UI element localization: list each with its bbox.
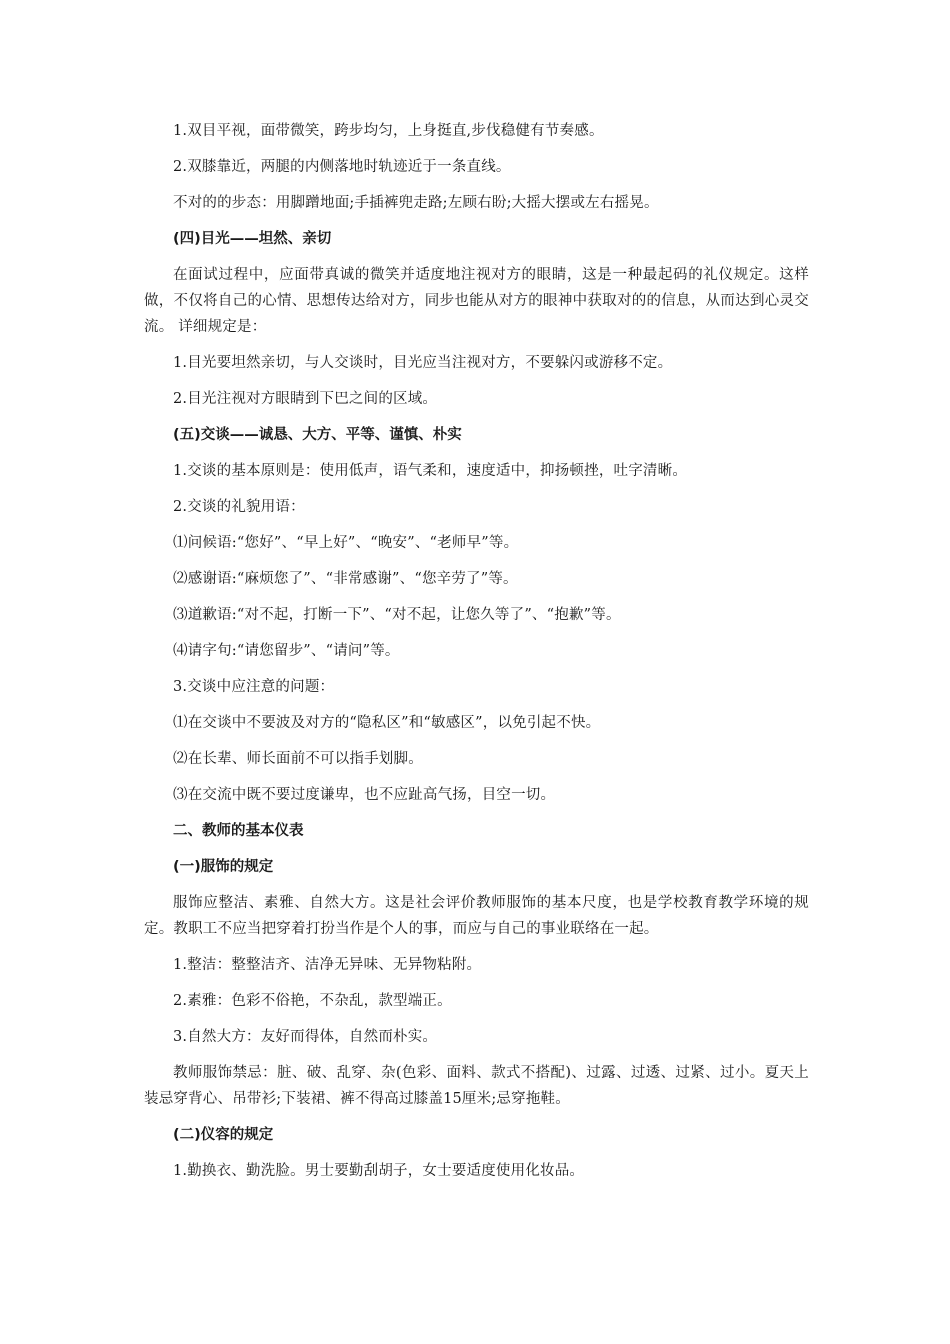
- document-body: [144, 118, 809, 1194]
- paragraph: 2.素雅：色彩不俗艳，不杂乱，款型端正。: [173, 993, 452, 1009]
- paragraph: 2.目光注视对方眼睛到下巴之间的区域。: [173, 391, 438, 407]
- paragraph: 1.双目平视，面带微笑，跨步均匀，上身挺直,步伐稳健有节奏感。: [173, 123, 604, 139]
- chapter-heading: 二、教师的基本仪表: [173, 823, 304, 839]
- list-item: ⑵感谢语:“麻烦您了”、“非常感谢”、“您辛劳了”等。: [173, 571, 518, 587]
- section-heading: (五)交谈——诚恳、大方、平等、谨慎、朴实: [173, 427, 462, 443]
- paragraph: 在面试过程中，应面带真诚的微笑并适度地注视对方的眼睛，这是一种最起码的礼仪规定。这样做，不仅将自己的心情、思想传达给对方，同步也能从对方的眼神中获取对的的信息，从而达到心灵交流。 详细规定是：: [144, 267, 809, 335]
- section-heading: (四)目光——坦然、亲切: [173, 231, 332, 247]
- list-item: ⑶在交流中既不要过度谦卑，也不应趾高气扬，目空一切。: [173, 787, 556, 803]
- paragraph: 3.自然大方：友好而得体，自然而朴实。: [173, 1029, 438, 1045]
- paragraph: 2.双膝靠近，两腿的内侧落地时轨迹近于一条直线。: [173, 159, 511, 175]
- paragraph: 3.交谈中应注意的问题：: [173, 679, 335, 695]
- list-item: ⑵在长辈、师长面前不可以指手划脚。: [173, 751, 423, 767]
- paragraph: 1.整洁：整整洁齐、洁净无异味、无异物粘附。: [173, 957, 482, 973]
- list-item: ⑴在交谈中不要波及对方的“隐私区”和“敏感区”，以免引起不快。: [173, 715, 601, 731]
- section-heading: (二)仪容的规定: [173, 1127, 274, 1143]
- list-item: ⑶道歉语:“对不起，打断一下”、“对不起，让您久等了”、“抱歉”等。: [173, 607, 621, 623]
- paragraph: 教师服饰禁忌：脏、破、乱穿、杂(色彩、面料、款式不搭配)、过露、过透、过紧、过小。夏天上装忌穿背心、吊带衫;下装裙、裤不得高过膝盖15厘米;忌穿拖鞋。: [144, 1065, 809, 1107]
- list-item: ⑴问候语:“您好”、“早上好”、“晚安”、“老师早”等。: [173, 535, 519, 551]
- list-item: ⑷请字句:“请您留步”、“请问”等。: [173, 643, 400, 659]
- paragraph: 1.交谈的基本原则是：使用低声，语气柔和，速度适中，抑扬顿挫，吐字清晰。: [173, 463, 688, 479]
- paragraph: 服饰应整洁、素雅、自然大方。这是社会评价教师服饰的基本尺度，也是学校教育教学环境的规定。教职工不应当把穿着打扮当作是个人的事，而应与自己的事业联络在一起。: [144, 895, 809, 937]
- paragraph: 不对的的步态：用脚蹭地面;手插裤兜走路;左顾右盼;大摇大摆或左右摇晃。: [173, 195, 659, 211]
- paragraph: 2.交谈的礼貌用语：: [173, 499, 305, 515]
- paragraph: 1.勤换衣、勤洗脸。男士要勤刮胡子，女士要适度使用化妆品。: [173, 1163, 585, 1179]
- paragraph: 1.目光要坦然亲切，与人交谈时，目光应当注视对方，不要躲闪或游移不定。: [173, 355, 673, 371]
- section-heading: (一)服饰的规定: [173, 859, 274, 875]
